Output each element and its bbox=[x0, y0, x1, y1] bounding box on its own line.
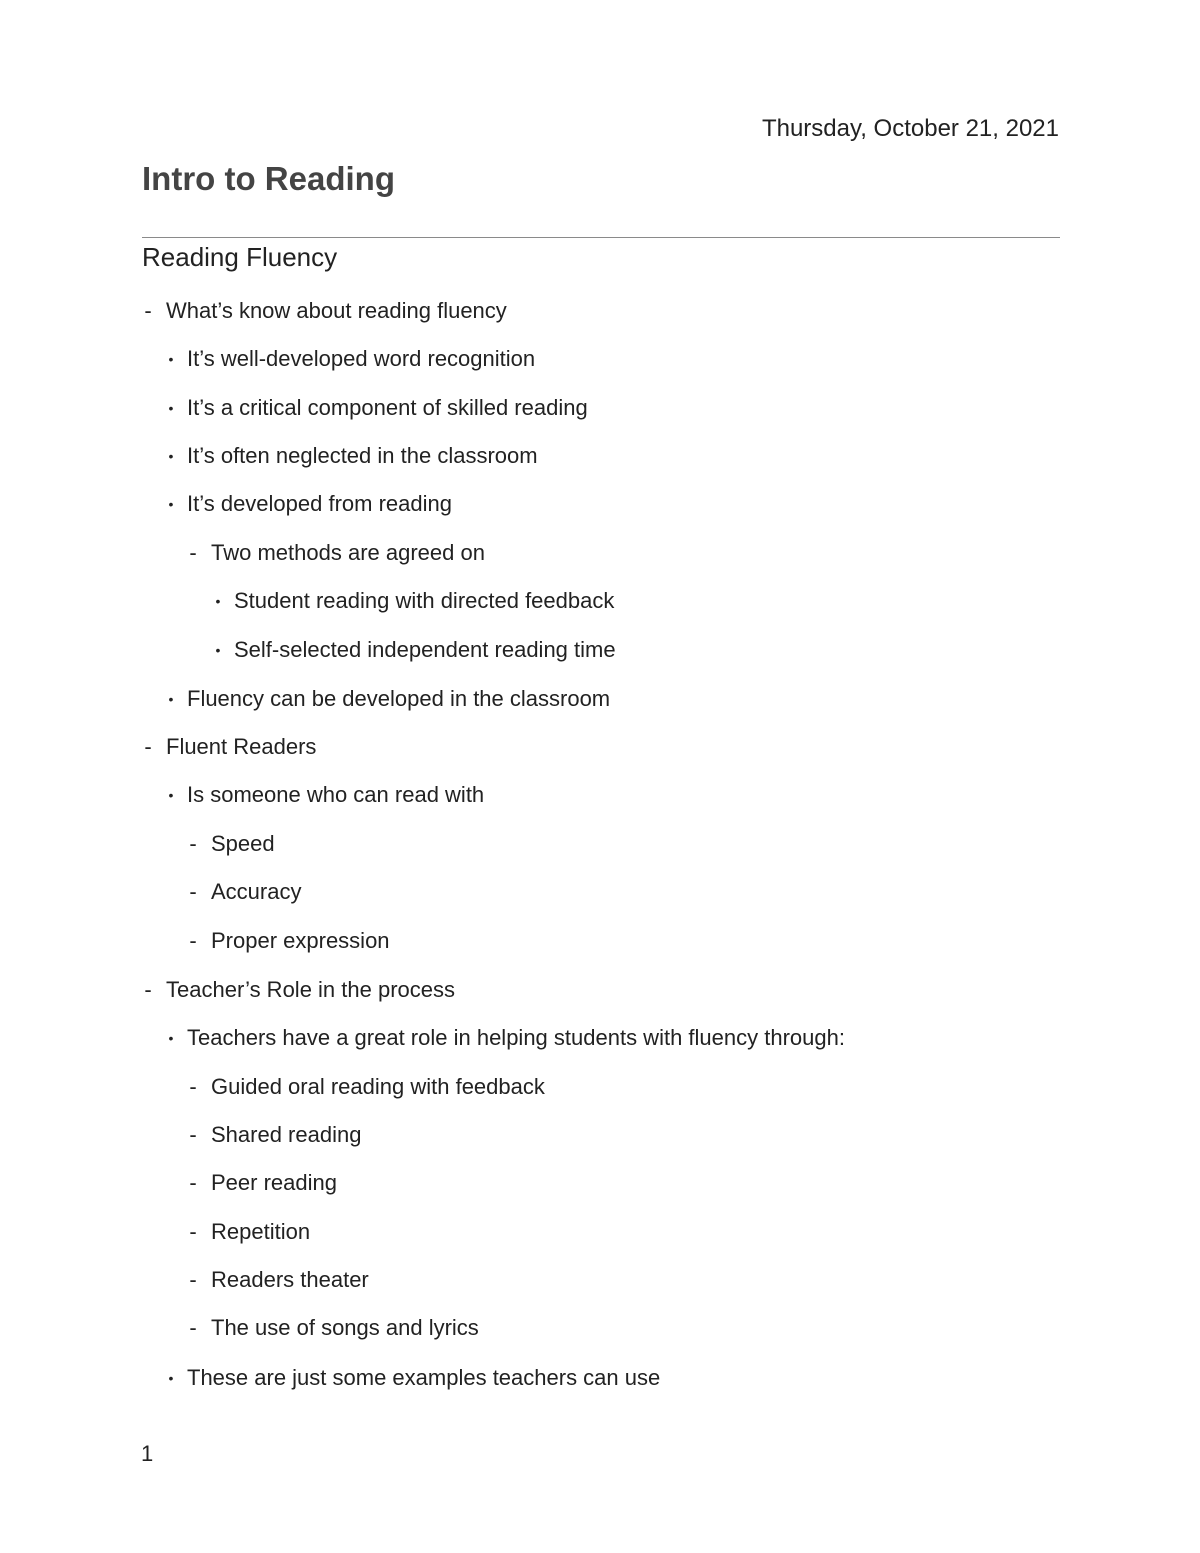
list-item-text: It’s a critical component of skilled reading bbox=[187, 395, 588, 420]
dash-bullet-icon: - bbox=[144, 977, 152, 1002]
dash-bullet-icon: - bbox=[189, 1315, 197, 1340]
list-item-text: Readers theater bbox=[211, 1267, 369, 1292]
dot-bullet-icon: • bbox=[168, 351, 174, 367]
list-item-text: Shared reading bbox=[211, 1122, 362, 1147]
list-item-text: Is someone who can read with bbox=[187, 782, 485, 807]
dot-bullet-icon: • bbox=[168, 448, 174, 464]
dash-bullet-icon: - bbox=[189, 831, 197, 856]
dot-bullet-icon: • bbox=[215, 642, 221, 658]
list-item-text: It’s well-developed word recognition bbox=[187, 346, 536, 371]
dash-bullet-icon: - bbox=[189, 1074, 197, 1099]
dash-bullet-icon: - bbox=[189, 928, 197, 953]
list-item-text: Fluent Readers bbox=[166, 734, 317, 759]
section-heading: Reading Fluency bbox=[142, 242, 338, 272]
list-item-text: Peer reading bbox=[211, 1170, 337, 1195]
document-date: Thursday, October 21, 2021 bbox=[761, 115, 1059, 142]
dash-bullet-icon: - bbox=[189, 1170, 197, 1195]
list-item-text: Repetition bbox=[211, 1219, 311, 1244]
dot-bullet-icon: • bbox=[168, 400, 174, 416]
page-number: 1 bbox=[141, 1441, 154, 1466]
list-item-text: What’s know about reading fluency bbox=[166, 298, 507, 323]
list-item-text: Accuracy bbox=[211, 879, 302, 904]
dash-bullet-icon: - bbox=[189, 1267, 197, 1292]
dash-bullet-icon: - bbox=[144, 734, 152, 759]
list-item-text: Fluency can be developed in the classroom bbox=[187, 686, 611, 711]
list-item-text: Guided oral reading with feedback bbox=[211, 1074, 545, 1099]
list-item-text: Proper expression bbox=[211, 928, 390, 953]
list-item-text: Speed bbox=[211, 831, 275, 856]
list-item-text: It’s often neglected in the classroom bbox=[187, 443, 538, 468]
dot-bullet-icon: • bbox=[215, 593, 221, 609]
page-title: Intro to Reading bbox=[142, 160, 395, 197]
dot-bullet-icon: • bbox=[168, 496, 174, 512]
dash-bullet-icon: - bbox=[189, 879, 197, 904]
dash-bullet-icon: - bbox=[144, 298, 152, 323]
list-item-text: The use of songs and lyrics bbox=[211, 1315, 479, 1340]
dot-bullet-icon: • bbox=[168, 691, 174, 707]
dot-bullet-icon: • bbox=[168, 1030, 174, 1046]
list-item-text: These are just some examples teachers can use bbox=[187, 1365, 661, 1390]
list-item-text: Teachers have a great role in helping students with fluency through: bbox=[187, 1025, 845, 1050]
dot-bullet-icon: • bbox=[168, 1370, 174, 1386]
list-item-text: Student reading with directed feedback bbox=[234, 588, 615, 613]
dot-bullet-icon: • bbox=[168, 787, 174, 803]
list-item-text: Two methods are agreed on bbox=[211, 540, 485, 565]
list-item-text: Teacher’s Role in the process bbox=[166, 977, 456, 1002]
list-item-text: It’s developed from reading bbox=[187, 491, 452, 516]
dash-bullet-icon: - bbox=[189, 540, 197, 565]
dash-bullet-icon: - bbox=[189, 1219, 197, 1244]
list-item-text: Self-selected independent reading time bbox=[234, 637, 616, 662]
title-divider bbox=[142, 237, 1060, 238]
dash-bullet-icon: - bbox=[189, 1122, 197, 1147]
